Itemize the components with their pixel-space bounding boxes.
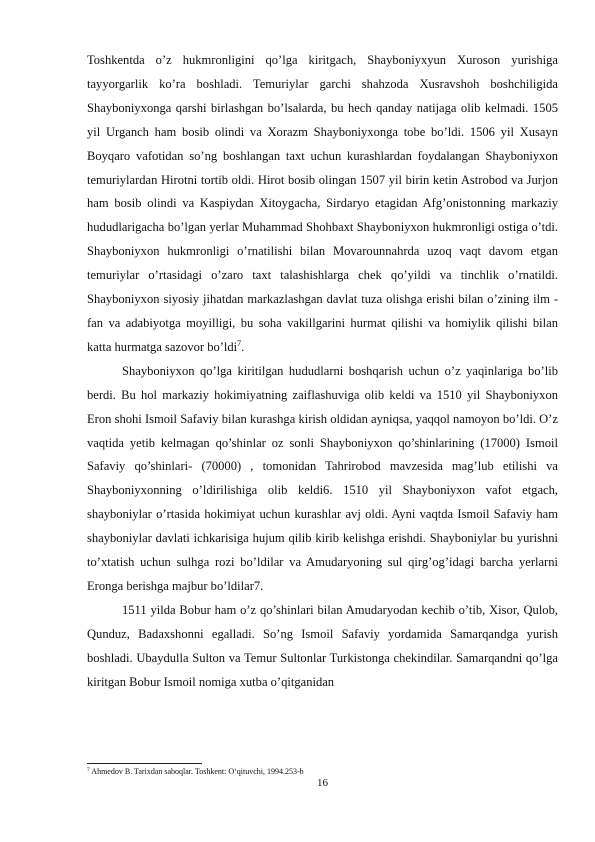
footnote-reference: 7 [237, 338, 242, 348]
footnote-marker: 7 [87, 767, 90, 773]
body-text [87, 49, 558, 694]
paragraph-3: 1511 yilda Bobur ham o’z qo’shinlari bilan Amudaryodan kechib o’tib, Xisor, Qulob, Qunduz, Badaxshonni egalladi. So’ng Ismoil Safaviy yordamida Samarqandga yurish boshladi. Ubaydulla Sulton va Temur Sultonlar Turkistonga chekindilar. Samarqandni qo’lga kiritgan Bobur Ismoil nomiga xutba o’qitganidan [87, 602, 558, 689]
paragraph-2: Shayboniyxon qo’lga kiritilgan hududlarni boshqarish uchun o’z yaqinlariga bo’lib berdi. Bu hol markaziy hokimiyatning zaiflashuviga olib keldi va 1510 yil Shayboniyxon Eron shohi Ismoil Safaviy bilan kurashga kirish oldidan ayniqsa, yaqqol namoyon bo’ldi. O’z vaqtida yetib kelmagan qo’shinlar oz sonli Shayboniyxon qo’shinlarining (17000) Ismoil Safaviy qo’shinlari- (70000) , tomonidan Tahrirobod mavzesida mag’lub etilishi va Shayboniyxonning o’ldirilishiga olib keldi6. 1510 yil Shayboniyxon vafot etgach, shayboniylar o’rtasida hokimiyat uchun kurashlar avj oldi. Ayni vaqtda Ismoil Safaviy ham shayboniylar davlati ichkarisiga hujum qilib kirib kelishga erishdi. Shayboniylar bu yurishni to’xtatish uchun sulhga rozi bo’ldilar va Amudaryoning sul qirg’og’idagi barcha yerlarni Eronga berishga majbur bo’ldilar7. [87, 363, 558, 593]
footnote [87, 767, 558, 777]
paragraph-1 [87, 49, 558, 360]
page-number: 16 [317, 777, 328, 789]
footnote-separator [87, 763, 202, 764]
footnote-text: Ahmedov B. Tarixdan saboqlar. Toshkent: O‘qituvchi, 1994.253-b [89, 767, 304, 776]
paragraph-1-end: . [241, 339, 245, 354]
paragraph-1-text: Toshkentda o’z hukmronligini qo’lga kiritgach, Shayboniyxyun Xuroson yurishiga tayyorgarlik ko’ra boshladi. Temuriylar garchi shahzoda Xusravshoh boshchiligida Shayboniyxonga qarshi birlashgan bo’lsalarda, bu hech qanday natijaga olib kelmadi. 1505 yil Urganch ham bosib olindi va Xorazm Shayboniyxonga tobe bo’ldi. 1506 yil Xusayn Boyqaro vafotidan so’ng boshlangan taxt uchun kurashlardan foydalangan Shayboniyxon temuriylardan Hirotni tortib oldi. Hirot bosib olingan 1507 yil birin ketin Astrobod va Jurjon ham bosib olindi va Kaspiydan Xitoygacha, Sirdaryo etagidan Afg’onistonning markaziy hududlarigacha bo’lgan yerlar Muhammad Shohbaxt Shayboniyxon hukmronligi ostiga o’tdi. Shayboniyxon hukmronligi o’rnatilishi bilan Movarounnahrda uzoq vaqt davom etgan temuriylar o’rtasidagi o’zaro taxt talashishlarga chek qo’yildi va tinchlik o’rnatildi. Shayboniyxon siyosiy jihatdan markazlashgan davlat tuza olishga erishi bilan o’zining ilm -fan va adabiyotga moyilligi, bu soha vakillgarini hurmat qilishi va homiylik qilishi bilan katta hurmatga sazovor bo’ldi [87, 53, 558, 354]
